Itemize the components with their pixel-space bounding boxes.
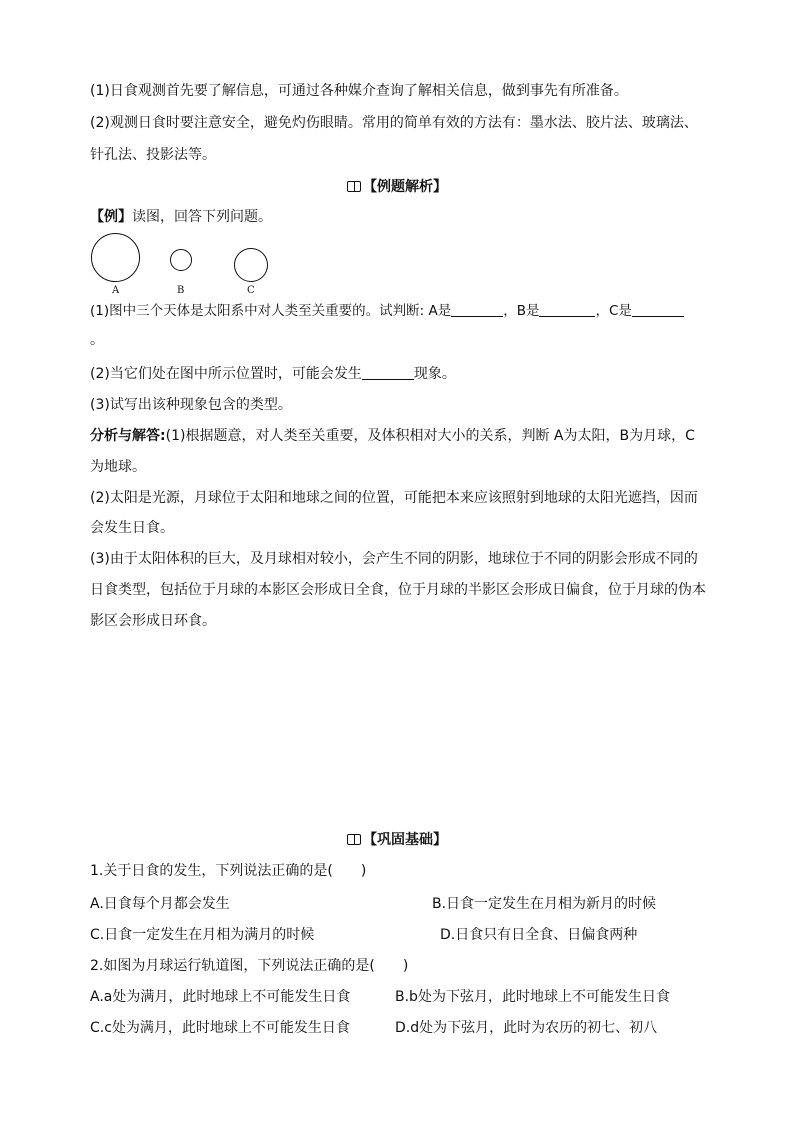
answer-blank-b [539,302,595,317]
answer-blank-c [632,302,684,317]
answer-blank-a [451,302,503,317]
practice-question-1: 1.关于日食的发生，下列说法正确的是( ) [90,863,367,879]
q1-b-text: ，B是 [503,303,540,319]
analysis-line-1 [90,426,695,446]
practice-heading-text: 【巩固基础】 [363,832,447,848]
example-prompt-text: 读图，回答下列问题。 [132,209,272,225]
q1-option-b: B.日食一定发生在月相为新月的时候 [432,896,657,912]
example-question-2 [90,364,456,384]
example-heading-text: 【例题解析】 [363,179,447,195]
q2-text: (2)当它们处在图中所示位置时，可能会发生 [90,366,362,382]
intro-paragraph-1: (1)日食观测首先要了解信息，可通过各种媒介查询了解相关信息，做到事先有所准备。 [90,83,628,99]
analysis-line-5: (3)由于太阳体积的巨大，及月球相对较小，会产生不同的阴影，地球位于不同的阴影会形成不同的 [90,551,698,567]
example-question-1 [90,301,684,321]
intro-paragraph-2-line-1: (2)观测日食时要注意安全，避免灼伤眼睛。常用的简单有效的方法有：墨水法、胶片法、玻璃法、 [90,115,698,131]
body-b-circle [170,249,192,271]
intro-paragraph-2-line-2: 针孔法、投影法等。 [90,147,216,163]
analysis-line-4: 会发生日食。 [90,520,174,536]
analysis-label: 分析与解答: [90,428,166,444]
practice-question-2: 2.如图为月球运行轨道图，下列说法正确的是( ) [90,958,409,974]
q2-option-c: C.c处为满月，此时地球上不可能发生日食 [90,1020,350,1036]
analysis-line-7: 影区会形成日环食。 [90,613,216,629]
q1-option-d: D.日食只有日全食、日偏食两种 [440,927,638,943]
q2-suffix-text: 现象。 [413,366,456,382]
q1-text: (1)图中三个天体是太阳系中对人类至关重要的。试判断: A是 [90,303,452,319]
example-section-heading [0,177,794,197]
example-question-3: (3)试写出该种现象包含的类型。 [90,397,292,413]
q1-c-text: ，C是 [595,303,632,319]
analysis-1-text: (1)根据题意，对人类至关重要，及体积相对大小的关系，判断 A为太阳，B为月球，C [165,428,695,444]
body-b-label: B [177,285,185,296]
q1-option-c: C.日食一定发生在月相为满月的时候 [90,927,315,943]
practice-section-heading [0,830,794,850]
body-c-label: C [247,285,255,296]
body-a-label: A [112,285,120,296]
q2-option-d: D.d处为下弦月，此时为农历的初七、初八 [395,1020,658,1036]
q1-option-a: A.日食每个月都会发生 [90,896,230,912]
analysis-line-2: 为地球。 [90,459,146,475]
q2-option-b: B.b处为下弦月，此时地球上不可能发生日食 [395,989,670,1005]
example-prompt [90,207,272,227]
analysis-line-6: 日食类型，包括位于月球的本影区会形成日全食，位于月球的半影区会形成日偏食，位于月球的伪本 [90,582,706,598]
example-label: 【例】 [90,209,132,225]
q2-option-a: A.a处为满月，此时地球上不可能发生日食 [90,989,351,1005]
analysis-line-3: (2)太阳是光源，月球位于太阳和地球之间的位置，可能把本来应该照射到地球的太阳光遮挡，因而 [90,490,698,506]
answer-blank-phenomenon [362,365,414,380]
example-question-1-end: 。 [90,332,104,348]
book-icon [347,181,361,192]
body-a-circle [91,233,140,282]
body-c-circle [234,248,268,282]
book-icon [347,834,361,845]
